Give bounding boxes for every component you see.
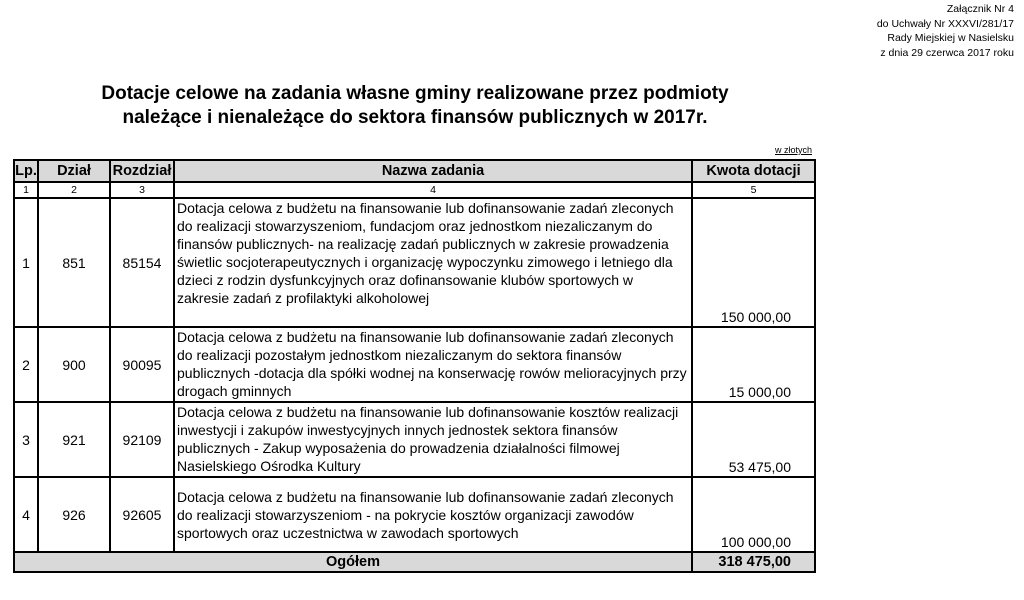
table-row [14, 477, 815, 552]
col-number: 5 [692, 182, 815, 198]
unit-note: w złotych [774, 145, 812, 155]
header-kwota: Kwota dotacji [692, 160, 815, 182]
cell-dzial: 900 [38, 327, 110, 402]
total-label: Ogółem [14, 552, 692, 572]
cell-lp: 1 [14, 198, 38, 327]
cell-lp: 4 [14, 477, 38, 552]
cell-nazwa: Dotacja celowa z budżetu na finansowanie lub dofinansowanie kosztów realizacji inwestycji i zakupów inwestycyjnych innych jednostek sektora finansów publicznych - Zakup wyposażenia do prowadzenia działalności filmowej Nasielskiego Ośrodka Kultury [174, 402, 692, 477]
cell-nazwa: Dotacja celowa z budżetu na finansowanie lub dofinansowanie zadań zleconych do realizacji stowarzyszeniom, fundacjom oraz jednostkom niezaliczanym do finansów publicznych- na realizację zadań publicznych w zakresie prowadzenia świetlic socjoterapeutycznych i organizację wypoczynku zimowego i letniego dla dzieci z rodzin dysfunkcyjnych oraz dofinansowanie klubów sportowych w zakresie zadań z profilaktyki alkoholowej [174, 198, 692, 327]
title-line-2: należące i nienależące do sektora finansów publicznych w 2017r. [122, 107, 708, 128]
col-number: 2 [38, 182, 110, 198]
header-dzial: Dział [38, 160, 110, 182]
annex-date: z dnia 29 czerwca 2017 roku [880, 46, 1014, 59]
annex-resolution: do Uchwały Nr XXXVI/281/17 [876, 17, 1014, 30]
table-row [14, 198, 815, 327]
annex-number: Załącznik Nr 4 [946, 3, 1014, 15]
header-row [14, 160, 815, 182]
cell-kwota: 15 000,00 [692, 327, 815, 402]
cell-lp: 2 [14, 327, 38, 402]
title-line-1: Dotacje celowe na zadania własne gminy realizowane przez podmioty [101, 83, 729, 104]
cell-kwota: 100 000,00 [692, 477, 815, 552]
annex-council: Rady Miejskiej w Nasielsku [887, 32, 1014, 44]
cell-rozdzial: 92109 [110, 402, 174, 477]
cell-kwota: 150 000,00 [692, 198, 815, 327]
col-number: 3 [110, 182, 174, 198]
cell-lp: 3 [14, 402, 38, 477]
column-number-row [14, 182, 815, 198]
cell-kwota: 53 475,00 [692, 402, 815, 477]
header-rozdzial: Rozdział [110, 160, 174, 182]
cell-dzial: 851 [38, 198, 110, 327]
cell-rozdzial: 92605 [110, 477, 174, 552]
total-row [14, 552, 815, 572]
cell-nazwa: Dotacja celowa z budżetu na finansowanie lub dofinansowanie zadań zleconych do realizacji pozostałym jednostkom niezaliczanym do sektora finansów publicznych -dotacja dla spółki wodnej na konserwację rowów melioracyjnych przy drogach gminnych [174, 327, 692, 402]
cell-rozdzial: 85154 [110, 198, 174, 327]
table-row [14, 327, 815, 402]
col-number: 1 [14, 182, 38, 198]
annex-reference [754, 2, 1014, 60]
cell-rozdzial: 90095 [110, 327, 174, 402]
document-title [60, 82, 770, 130]
header-lp: Lp. [14, 160, 38, 182]
table-row [14, 402, 815, 477]
cell-dzial: 926 [38, 477, 110, 552]
col-number: 4 [174, 182, 692, 198]
subsidy-table [13, 159, 816, 573]
cell-nazwa: Dotacja celowa z budżetu na finansowanie lub dofinansowanie zadań zleconych do realizacji stowarzyszeniom - na pokrycie kosztów organizacji zawodów sportowych oraz uczestnictwa w zawodach sportowych [174, 477, 692, 552]
header-nazwa: Nazwa zadania [174, 160, 692, 182]
cell-dzial: 921 [38, 402, 110, 477]
total-value: 318 475,00 [692, 552, 815, 572]
